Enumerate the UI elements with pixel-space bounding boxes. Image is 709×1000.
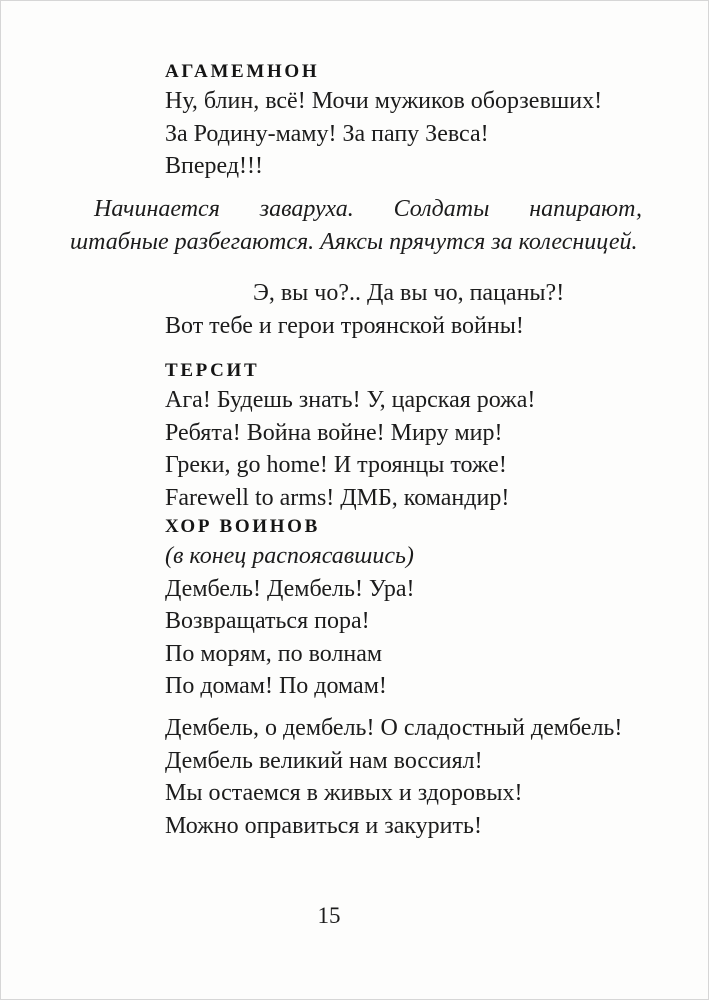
verse-line: Мы остаемся в живых и здоровых! xyxy=(165,780,523,806)
verse-line: Дембель великий нам воссиял! xyxy=(165,747,483,774)
verse-line: Дембель, о дембель! О сладостный дембель! xyxy=(165,715,623,741)
verse-line: Вот тебе и герои троянской войны! xyxy=(165,312,524,339)
speech-block-agamemnon xyxy=(165,59,602,183)
verse-line: Возвращаться пора! xyxy=(165,608,370,634)
verse-line: Ну, блин, всё! Мочи мужиков оборзевших! xyxy=(165,88,603,114)
verse-line: По домам! По домам! xyxy=(165,673,387,699)
speech-block-choir xyxy=(165,514,414,703)
stage-note: (в конец распоясавшись) xyxy=(165,543,414,569)
speech-block-tersit xyxy=(165,358,535,514)
verse-line: Вперед!!! xyxy=(165,153,264,179)
verse-line: Ребята! Война войне! Миру мир! xyxy=(165,419,503,446)
verse-line: За Родину-маму! За папу Зевса! xyxy=(165,120,489,147)
speaker-name-choir: ХОР ВОИНОВ xyxy=(165,516,320,537)
speech-block-unattributed xyxy=(165,277,564,342)
speech-block-choir-second-stanza xyxy=(165,712,622,842)
verse-line: По морям, по волнам xyxy=(165,640,383,667)
verse-line: Дембель! Дембель! Ура! xyxy=(165,575,415,602)
verse-line: Farewell to arms! ДМБ, командир! xyxy=(165,484,510,511)
verse-line: Э, вы чо?.. Да вы чо, пацаны?! xyxy=(253,280,565,306)
stage-direction: Начинается заваруха. Солдаты напирают, штабные разбегаются. Аяксы прячутся за колесницей. xyxy=(70,196,642,255)
speaker-name-tersit: ТЕРСИТ xyxy=(165,360,260,381)
speaker-name-agamemnon: АГАМЕМНОН xyxy=(165,61,320,82)
verse-line: Ага! Будешь знать! У, царская рожа! xyxy=(165,387,536,413)
page-number: 15 xyxy=(317,903,341,928)
verse-line: Греки, go home! И троянцы тоже! xyxy=(165,452,507,478)
verse-line: Можно оправиться и закурить! xyxy=(165,812,482,839)
